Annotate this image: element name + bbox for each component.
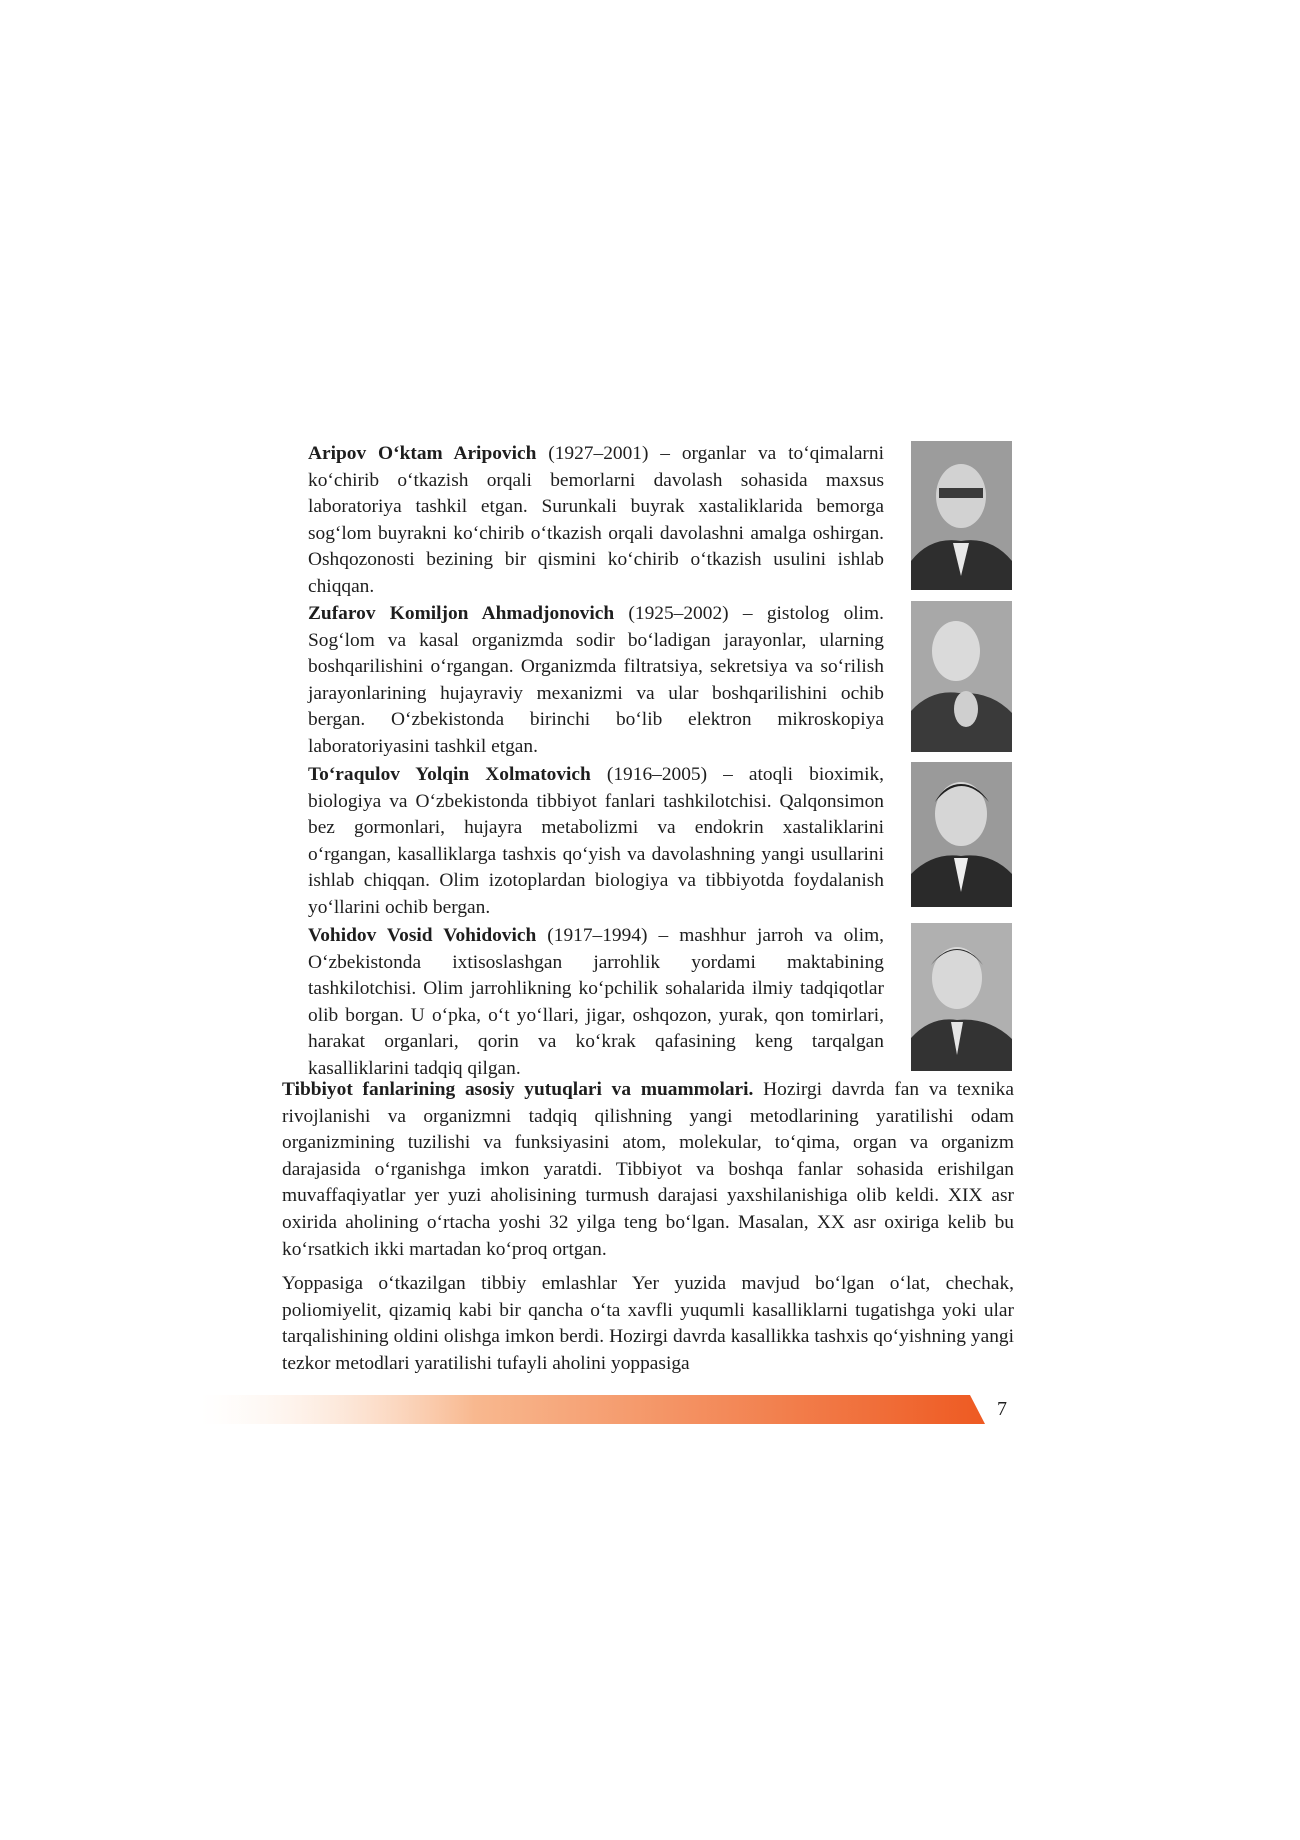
footer-gradient-bar xyxy=(200,1395,985,1424)
portrait-image xyxy=(911,441,1012,590)
portrait-photo-aripov xyxy=(911,441,1012,590)
portrait-photo-toraqulov xyxy=(911,762,1012,907)
section-paragraph-2: Yoppasiga o‘tkazilgan tibbiy emlashlar Yer yuzida mavjud bo‘lgan o‘lat, chechak, poliomiyelit, qizamiq kabi bir qancha o‘ta xavfli yuqumli kasalliklarni tugatishga yoki ular tarqalishining oldini olishga imkon berdi. Hozirgi davrda kasallikka tashxis qo‘yishning yangi tezkor metodlari yaratilishi tufayli aholini yoppasiga xyxy=(282,1273,1014,1374)
bio-name: Aripov O‘ktam Aripovich xyxy=(308,443,537,464)
portrait-photo-vohidov xyxy=(911,923,1012,1071)
bio-vohidov xyxy=(308,923,884,1083)
bio-aripov xyxy=(308,441,884,601)
portrait-image xyxy=(911,762,1012,907)
bio-name: Vohidov Vosid Vohidovich xyxy=(308,925,537,946)
portrait-image xyxy=(911,601,1012,752)
bio-text: (1927–2001) – organlar va to‘qimalarni ko‘chirib o‘tkazish orqali bemorlarni davolash sohasida maxsus laboratoriya tashkil etgan. Surunkali buyrak xastaliklarida bemorga sog‘lom buyrakni ko‘chirib o‘tkazish orqali davolashni amalga oshirgan. Oshqozonosti bezining bir qismini ko‘chirib o‘tkazish usulini ishlab chiqqan. xyxy=(308,443,884,597)
page-number: 7 xyxy=(997,1398,1007,1420)
bio-text: (1916–2005) – atoqli bioximik, biologiya va O‘zbekistonda tibbiyot fanlari tashkilotchisi. Qalqonsimon bez gormonlari, hujayra metabolizmi va endokrin xastaliklarini o‘rgangan, kasalliklarga tashxis qo‘yish va davolashning yangi usullarini ishlab chiqqan. Olim izotoplardan biologiya va tibbiyotda foydalanish yo‘llarini ochib bergan. xyxy=(308,764,884,918)
bio-toraqulov xyxy=(308,762,884,922)
bio-zufarov xyxy=(308,601,884,761)
bio-text: (1917–1994) – mashhur jarroh va olim, O‘zbekistonda ixtisoslashgan jarrohlik yordami maktabining tashkilotchisi. Olim jarrohlikning ko‘pchilik sohalarida ilmiy tadqiqotlar olib borgan. U o‘pka, o‘t yo‘llari, jigar, oshqozon, yurak, qon tomirlari, harakat organlari, qorin va ko‘krak qafasining keng tarqalgan kasalliklarini tadqiq qilgan. xyxy=(308,925,885,1079)
section-paragraph-1: Hozirgi davrda fan va texnika rivojlanishi va organizmni tadqiq qilishning yangi metodlarining yaratilishi odam organizmining tuzilishi va funksiyasini atom, molekular, to‘qima, organ va organizm darajasida o‘rganishga imkon yaratdi. Tibbiyot va boshqa fanlar sohasida erishilgan muvaffaqiyatlar yer yuzi aholisining turmush darajasi yaxshilanishiga olib keldi. XIX asr oxirida aholining o‘rtacha yoshi 32 yilga teng bo‘lgan. Masalan, XX asr oxiriga kelib bu ko‘rsatkich ikki martadan ko‘proq ortgan. xyxy=(282,1079,1014,1260)
section-heading: Tibbiyot fanlarining asosiy yutuqlari va muammolari. xyxy=(282,1079,754,1100)
bio-name: To‘raqulov Yolqin Xolmatovich xyxy=(308,764,591,785)
bio-text: (1925–2002) – gistolog olim. Sog‘lom va kasal organizmda sodir bo‘ladigan jarayonlar, ularning boshqarilishini o‘rgangan. Organizmda filtratsiya, sekretsiya va so‘rilish jarayonlarining hujayraviy mexanizmi va ular boshqarilishini ochib bergan. O‘zbekistonda birinchi bo‘lib elektron mikroskopiya laboratoriyasini tashkil etgan. xyxy=(308,603,884,757)
section-achievements xyxy=(282,1077,1014,1378)
bio-name: Zufarov Komiljon Ahmadjonovich xyxy=(308,603,615,624)
portrait-image xyxy=(911,923,1012,1071)
portrait-photo-zufarov xyxy=(911,601,1012,752)
